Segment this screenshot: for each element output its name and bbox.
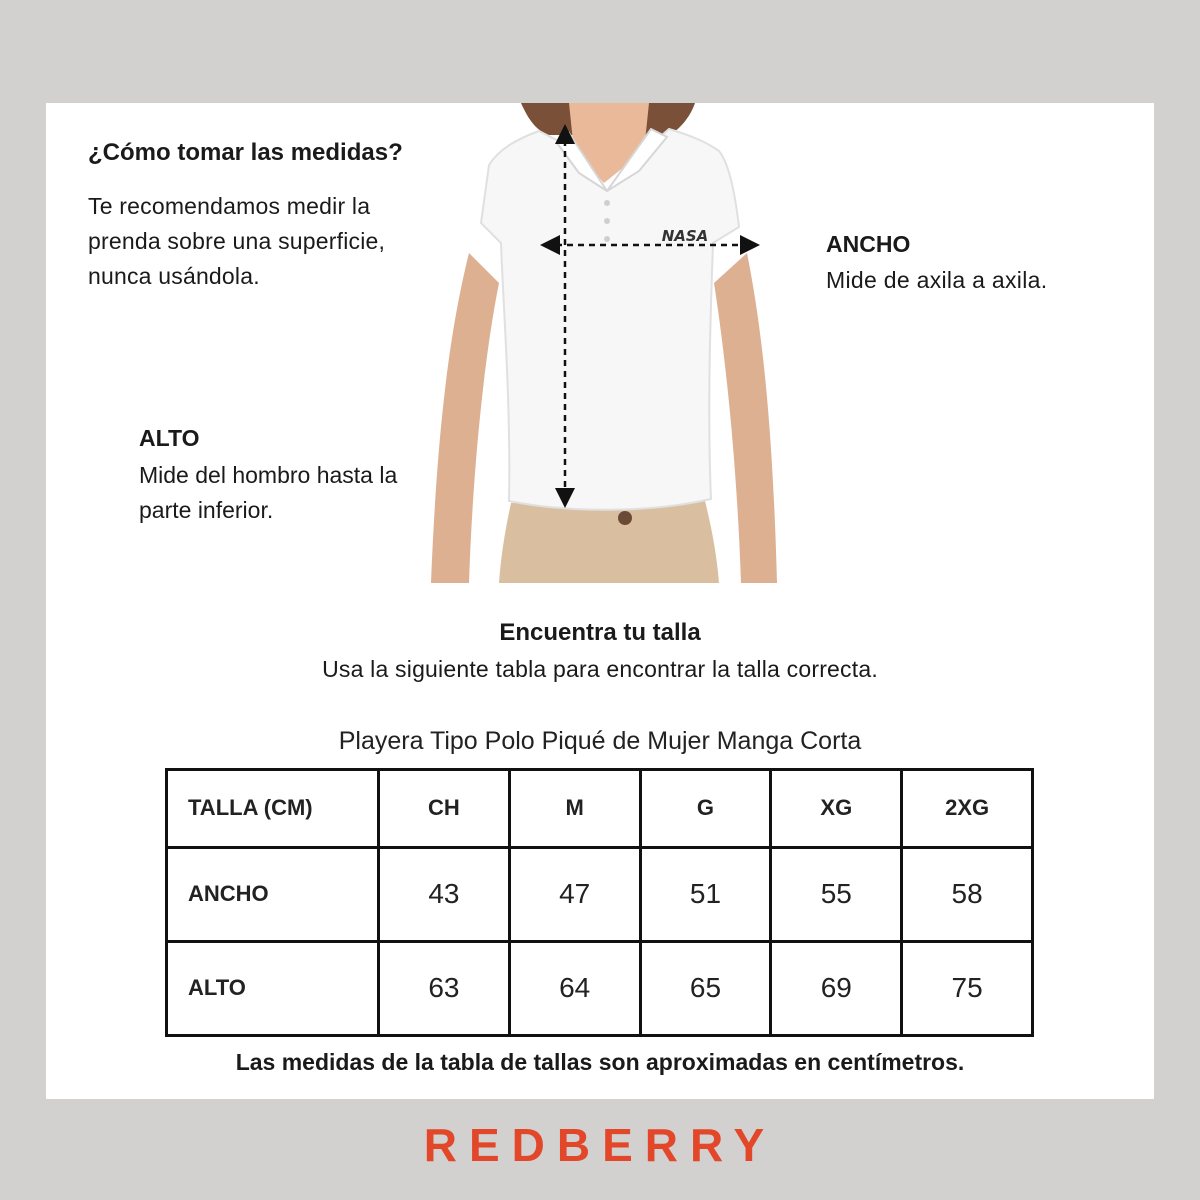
header-cell-2xg: 2XG bbox=[902, 770, 1033, 848]
find-size-title: Encuentra tu talla bbox=[499, 619, 701, 646]
howto-text: Te recomendamos medir la prenda sobre una superficie, nunca usándola. bbox=[88, 193, 386, 289]
table-cell: 58 bbox=[902, 847, 1033, 941]
alto-title: ALTO bbox=[139, 425, 200, 451]
table-cell: 64 bbox=[509, 941, 640, 1035]
size-guide-card bbox=[46, 103, 1154, 1099]
measurement-note: Las medidas de la tabla de tallas son aproximadas en centímetros. bbox=[235, 1049, 965, 1075]
row-label-ancho: ANCHO bbox=[167, 847, 379, 941]
size-table bbox=[165, 768, 1034, 1037]
table-cell: 51 bbox=[640, 847, 771, 941]
table-cell: 65 bbox=[640, 941, 771, 1035]
brand-logo: REDBERRY bbox=[423, 1119, 777, 1171]
table-cell: 43 bbox=[379, 847, 510, 941]
header-cell-xg: XG bbox=[771, 770, 902, 848]
polo-figure-illustration bbox=[429, 103, 779, 583]
alto-text: Mide del hombro hasta la parte inferior. bbox=[139, 462, 398, 523]
header-cell-talla: TALLA (CM) bbox=[167, 770, 379, 848]
table-cell: 47 bbox=[509, 847, 640, 941]
table-cell: 69 bbox=[771, 941, 902, 1035]
nasa-logo: NASA bbox=[661, 227, 709, 245]
header-cell-g: G bbox=[640, 770, 771, 848]
header-cell-ch: CH bbox=[379, 770, 510, 848]
table-cell: 75 bbox=[902, 941, 1033, 1035]
ancho-title: ANCHO bbox=[826, 231, 911, 257]
find-size-subtitle: Usa la siguiente tabla para encontrar la talla correcta. bbox=[322, 656, 878, 682]
table-cell: 63 bbox=[379, 941, 510, 1035]
howto-title: ¿Cómo tomar las medidas? bbox=[88, 139, 403, 166]
size-table-caption: Playera Tipo Polo Piqué de Mujer Manga Corta bbox=[338, 727, 862, 755]
table-cell: 55 bbox=[771, 847, 902, 941]
ancho-text: Mide de axila a axila. bbox=[826, 267, 1048, 293]
row-label-alto: ALTO bbox=[167, 941, 379, 1035]
header-cell-m: M bbox=[509, 770, 640, 848]
table-header-row bbox=[167, 770, 1033, 848]
table-row-ancho bbox=[167, 847, 1033, 941]
table-row-alto bbox=[167, 941, 1033, 1035]
